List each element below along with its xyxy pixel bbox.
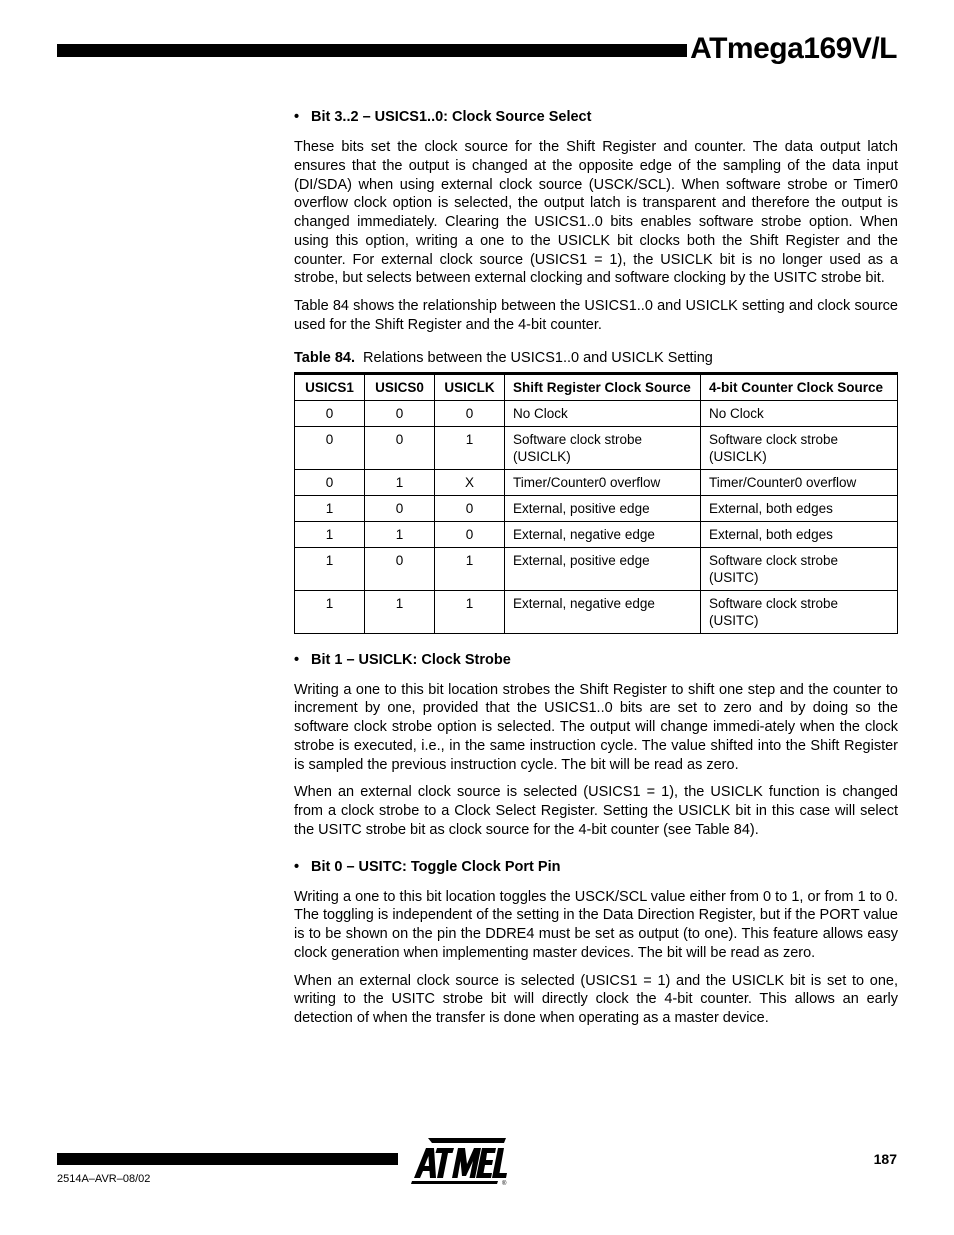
table-cell: External, both edges — [701, 495, 898, 521]
table-cell: 1 — [435, 426, 505, 469]
bullet-icon: • — [294, 109, 300, 125]
table-cell: Software clock strobe (USITC) — [701, 590, 898, 633]
table-cell: 1 — [365, 469, 435, 495]
table-cell: Software clock strobe (USITC) — [701, 547, 898, 590]
table-cell: 0 — [295, 400, 365, 426]
atmel-logo — [410, 1136, 510, 1186]
paragraph: When an external clock source is selected (USICS1 = 1), the USICLK function is changed from a clock strobe to a Clock Select Register. Setting the USICLK bit in this case will select the USITC strobe bit as clock source for the 4-bit counter (see Table 84). — [294, 784, 898, 838]
section-heading-usiclk — [294, 651, 898, 669]
table-row — [295, 547, 898, 590]
table-cell: 0 — [295, 426, 365, 469]
table-cell: 1 — [295, 590, 365, 633]
table-cell: 0 — [365, 495, 435, 521]
table-cell: X — [435, 469, 505, 495]
table-row — [295, 590, 898, 633]
page-number: 187 — [873, 1151, 897, 1167]
footer-rule — [57, 1153, 398, 1165]
clock-source-table — [294, 372, 898, 634]
table-row — [295, 400, 898, 426]
table-row — [295, 426, 898, 469]
table-cell: 0 — [365, 400, 435, 426]
paragraph: When an external clock source is selected (USICS1 = 1) and the USICLK bit is set to one, writing to the USITC strobe bit will directly clock the 4-bit counter. This allows an early detection of when the transfer is done when operating as a master device. — [294, 972, 898, 1026]
table-cell: 1 — [435, 547, 505, 590]
table-caption-text: Relations between the USICS1..0 and USICLK Setting — [363, 349, 713, 366]
section-heading-usics — [294, 108, 898, 126]
svg-text:®: ® — [502, 1181, 507, 1186]
table-cell: 0 — [435, 495, 505, 521]
table-cell: 1 — [365, 590, 435, 633]
column-header: USICS0 — [365, 373, 435, 400]
table-cell: 1 — [295, 495, 365, 521]
document-title: ATmega169V/L — [690, 32, 897, 65]
table-cell: 0 — [435, 521, 505, 547]
table-cell: 1 — [295, 521, 365, 547]
table-row — [295, 521, 898, 547]
table-row — [295, 469, 898, 495]
table-cell: External, both edges — [701, 521, 898, 547]
table-header-row — [295, 373, 898, 400]
bullet-icon: • — [294, 858, 300, 875]
column-header: USICLK — [435, 373, 505, 400]
section-heading-usitc — [294, 858, 898, 876]
table-cell: No Clock — [701, 400, 898, 426]
document-code: 2514A–AVR–08/02 — [57, 1173, 151, 1185]
main-content — [294, 108, 898, 1037]
paragraph: Writing a one to this bit location toggles the USCK/SCL value either from 0 to 1, or from 1 to 0. The toggling is independent of the setting in the Data Direction Register, but if the PORT value is to be shown on the pin the DDRE4 must be set as output (to one). This feature allows easy clock generation when implementing master devices. The bit will be read as zero. — [294, 888, 898, 961]
table-cell: 0 — [435, 400, 505, 426]
paragraph: Writing a one to this bit location strobes the Shift Register to shift one step and the counter to increment by one, provided that the USICS1..0 bits are set to zero and by doing so the software clock strobe option is selected. The output will change immedi-ately when the clock strobe is executed, i.e., in the same instruction cycle. The value shifted into the Shift Register is sampled the previous instruction cycle. The bit will be read as zero. — [294, 681, 898, 773]
heading-text: Bit 3..2 – USICS1..0: Clock Source Select — [311, 109, 592, 125]
column-header: Shift Register Clock Source — [505, 373, 701, 400]
table-cell: Timer/Counter0 overflow — [505, 469, 701, 495]
table-cell: 1 — [365, 521, 435, 547]
table-cell: 0 — [295, 469, 365, 495]
table-cell: Timer/Counter0 overflow — [701, 469, 898, 495]
paragraph: Table 84 shows the relationship between the USICS1..0 and USICLK setting and clock source used for the Shift Register and the 4-bit counter. — [294, 298, 898, 333]
table-cell: External, negative edge — [505, 590, 701, 633]
table-caption-label: Table 84. — [294, 349, 355, 366]
paragraph: These bits set the clock source for the Shift Register and counter. The data output latch ensures that the output is changed at the opposite edge of the sampling of the data input (DI/SDA) when using external clock source (USCK/SCL). When software strobe or Timer0 overflow clock option is selected, the output latch is transparent and therefore the output is changed immediately. Clearing the USICS1..0 bits enables software strobe option. When using this option, writing a one to the USICLK bit clocks both the Shift Register and the counter. For external clock source (USICS1 = 1), the USICLK bit is no longer used as a strobe, but selects between external clocking and software clocking by the USITC strobe bit. — [294, 139, 898, 287]
table-cell: 0 — [365, 426, 435, 469]
table-cell: External, positive edge — [505, 495, 701, 521]
table-cell: 1 — [295, 547, 365, 590]
column-header: USICS1 — [295, 373, 365, 400]
column-header: 4-bit Counter Clock Source — [701, 373, 898, 400]
table-caption — [294, 349, 898, 367]
table-cell: 1 — [435, 590, 505, 633]
table-cell: 0 — [365, 547, 435, 590]
table-cell: External, positive edge — [505, 547, 701, 590]
header-rule — [57, 44, 687, 57]
table-cell: External, negative edge — [505, 521, 701, 547]
table-row — [295, 495, 898, 521]
table-cell: No Clock — [505, 400, 701, 426]
table-cell: Software clock strobe (USICLK) — [505, 426, 701, 469]
heading-text: Bit 0 – USITC: Toggle Clock Port Pin — [311, 858, 561, 875]
table-cell: Software clock strobe (USICLK) — [701, 426, 898, 469]
bullet-icon: • — [294, 651, 300, 668]
heading-text: Bit 1 – USICLK: Clock Strobe — [311, 651, 511, 668]
